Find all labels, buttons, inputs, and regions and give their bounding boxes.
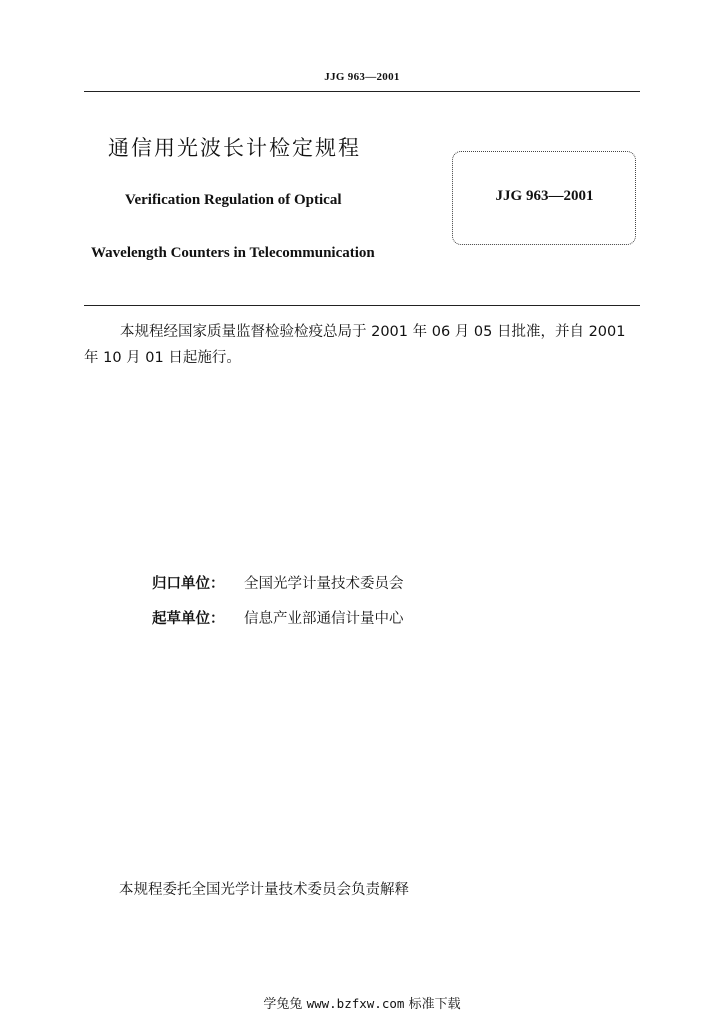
standard-code-box-text: JJG 963—2001 bbox=[495, 188, 594, 204]
approval-statement: 本规程经国家质量监督检验检疫总局于 2001 年 06 月 05 日批准，并自 2001 年 10 月 01 日起施行。 bbox=[84, 324, 626, 366]
chinese-title: 通信用光波长计检定规程 bbox=[108, 136, 361, 160]
organization-label: 起草单位： bbox=[152, 611, 225, 627]
interpretation-statement: 本规程委托全国光学计量技术委员会负责解释 bbox=[119, 882, 409, 898]
organization-row-drafting bbox=[152, 607, 404, 628]
middle-divider bbox=[84, 305, 640, 306]
organization-value: 全国光学计量技术委员会 bbox=[244, 576, 404, 592]
footer-watermark bbox=[0, 993, 724, 1012]
organization-label: 归口单位： bbox=[152, 576, 225, 592]
english-title-line-2: Wavelength Counters in Telecommunication bbox=[91, 245, 375, 261]
english-title-line-1: Verification Regulation of Optical bbox=[125, 192, 342, 208]
header-standard-code: JJG 963—2001 bbox=[324, 71, 400, 83]
organization-row-responsible bbox=[152, 572, 404, 593]
top-divider bbox=[84, 91, 640, 92]
organization-value: 信息产业部通信计量中心 bbox=[244, 611, 404, 627]
footer-url: www.bzfxw.com bbox=[306, 996, 405, 1011]
footer-site-name: 学兔兔 bbox=[263, 997, 303, 1012]
footer-tagline: 标准下载 bbox=[408, 997, 461, 1012]
